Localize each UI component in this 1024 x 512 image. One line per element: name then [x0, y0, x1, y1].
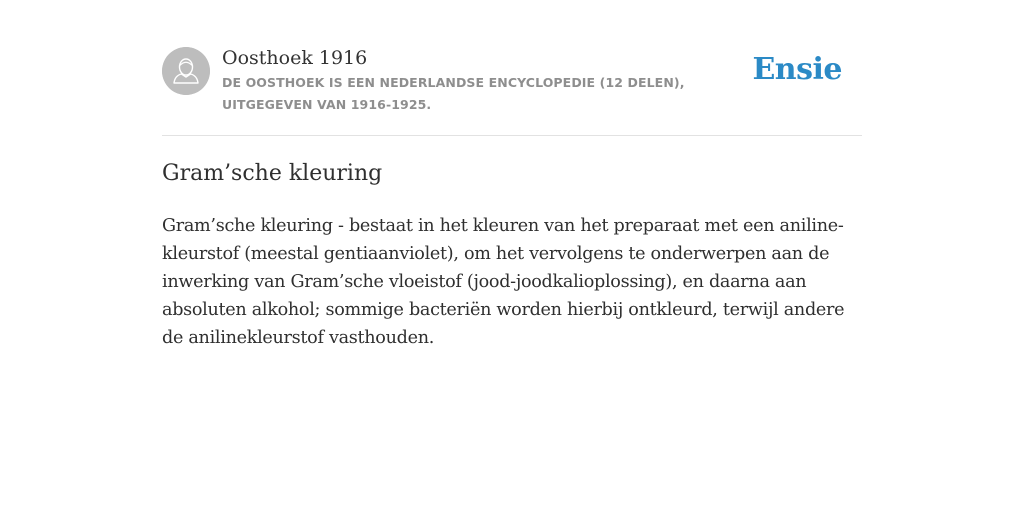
content-container — [162, 0, 862, 348]
user-placeholder-icon — [162, 47, 210, 95]
ensie-logo[interactable]: Ensie — [752, 52, 842, 87]
source-header — [162, 0, 862, 136]
source-name[interactable]: Oosthoek 1916 — [222, 47, 368, 69]
article-body: Gram’sche kleuring - bestaat in het kleuren van het preparaat met een aniline-kleurstof (meestal gentiaanviolet), om het vervolgens te onderwerpen aan de inwerking van Gram’sche vloeistof (jood-joodkalioplossing), en daarna aan absoluten alkohol; sommige bacteriën worden hierbij ontkleurd, terwijl andere de anilinekleurstof vasthouden. — [162, 216, 845, 348]
article-title: Gram’sche kleuring — [162, 161, 383, 186]
source-description: DE OOSTHOEK IS EEN NEDERLANDSE ENCYCLOPEDIE (12 DELEN), UITGEGEVEN VAN 1916-1925. — [222, 75, 685, 112]
avatar[interactable] — [162, 47, 210, 95]
